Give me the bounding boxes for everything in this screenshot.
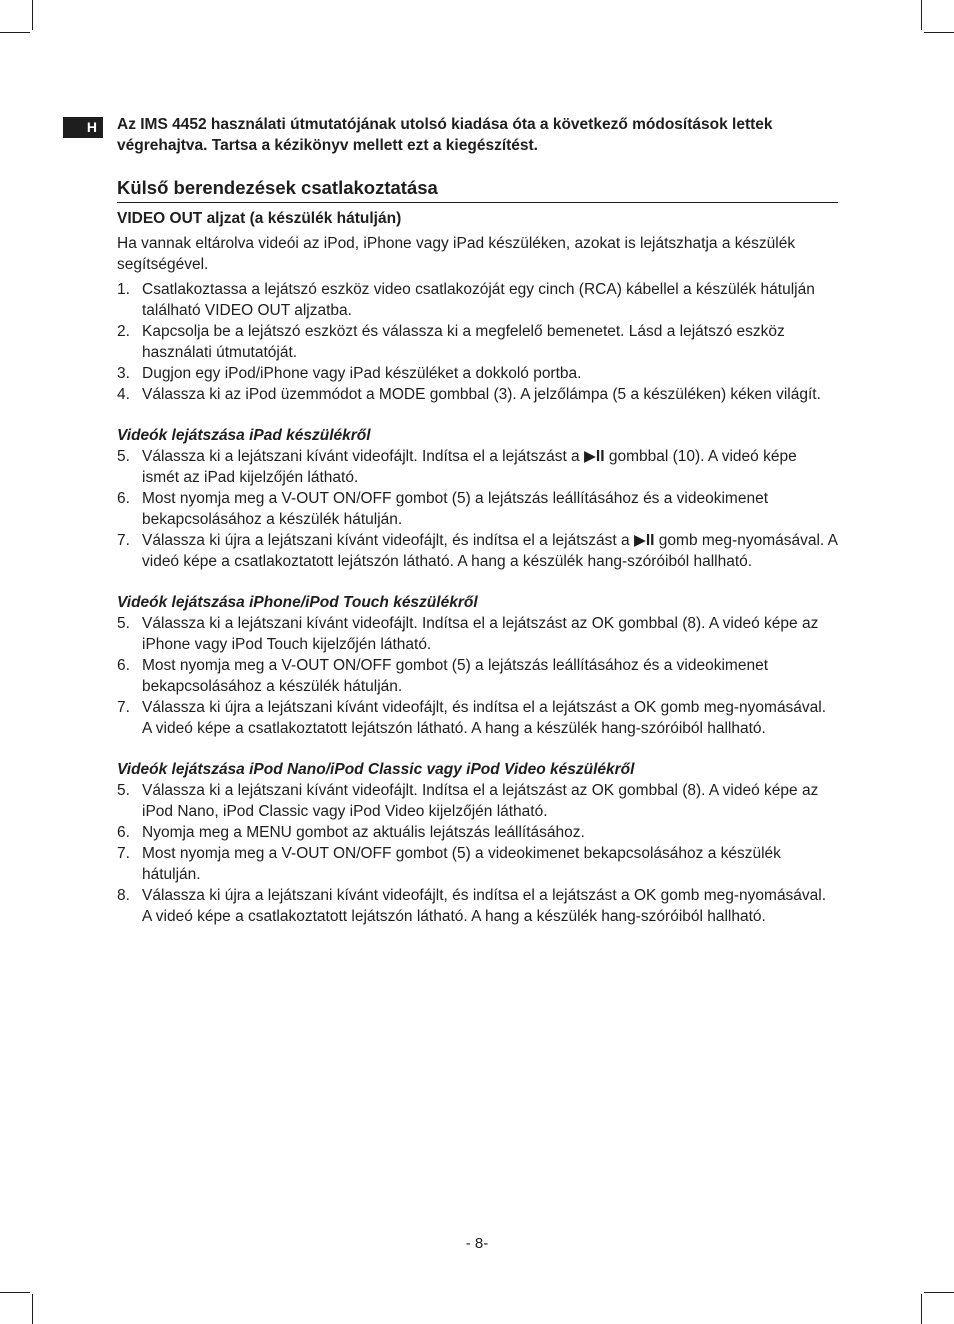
page-content — [117, 114, 838, 927]
iphone-section — [117, 592, 838, 739]
section-title: Külső berendezések csatlakoztatása — [117, 176, 838, 203]
crop-mark — [0, 32, 30, 33]
crop-mark — [924, 1292, 954, 1293]
ipad-steps — [117, 446, 838, 572]
page-number: - 8- — [465, 1235, 489, 1252]
nano-section — [117, 759, 838, 927]
list-item: 1. Csatlakoztassa a lejátszó eszköz video csatlakozóját egy cinch (RCA) kábellel a készülék hátulján található VIDEO OUT aljzatba. — [117, 281, 815, 319]
language-tab: H — [63, 117, 103, 138]
subsection-title: VIDEO OUT aljzat (a készülék hátulján) — [117, 210, 402, 227]
list-item: 6. Most nyomja meg a V-OUT ON/OFF gombot (5) a lejátszás leállításához és a videokimenet bekapcsolásához a készülék hátulján. — [117, 490, 768, 528]
crop-mark — [921, 0, 922, 30]
setup-steps — [117, 279, 838, 405]
iphone-section-title: Videók lejátszása iPhone/iPod Touch készülékről — [117, 594, 478, 611]
ipad-section — [117, 425, 838, 572]
iphone-steps — [117, 613, 838, 739]
nano-section-title: Videók lejátszása iPod Nano/iPod Classic vagy iPod Video készülékről — [117, 761, 635, 778]
intro-paragraph: Ha vannak eltárolva videói az iPod, iPhone vagy iPad készüléken, azokat is lejátszhatja a készülék segítségével. — [117, 235, 796, 273]
nano-steps — [117, 780, 838, 927]
intro-note: Az IMS 4452 használati útmutatójának utolsó kiadása óta a következő módosítások lettek végrehajtva. Tartsa a kézikönyv mellett ezt a kiegészítést. — [117, 116, 773, 154]
crop-mark — [924, 32, 954, 33]
list-item: 2. Kapcsolja be a lejátszó eszközt és válassza ki a megfelelő bemenetet. Lásd a lejátszó eszköz használati útmutatóját. — [117, 323, 785, 361]
list-item: 4. Válassza ki az iPod üzemmódot a MODE gombbal (3). A jelzőlámpa (5 a készüléken) kéken világít. — [117, 386, 821, 403]
list-item: 7. Válassza ki újra a lejátszani kívánt videofájlt, és indítsa el a lejátszást a ▶II gomb meg-nyomásával. A videó képe a csatlakoztatott lejátszón látható. A hang a készülék hang-szóróiból hallható. — [117, 532, 838, 570]
list-item: 6. Most nyomja meg a V-OUT ON/OFF gombot (5) a lejátszás leállításához és a videokimenet bekapcsolásához a készülék hátulján. — [117, 657, 768, 695]
list-item: 7. Most nyomja meg a V-OUT ON/OFF gombot (5) a videokimenet bekapcsolásához a készülék hátulján. — [117, 845, 781, 883]
list-item: 5. Válassza ki a lejátszani kívánt videofájlt. Indítsa el a lejátszást az OK gombbal (8). A videó képe az iPhone vagy iPod Touch kijelzőjén látható. — [117, 615, 819, 653]
crop-mark — [32, 1294, 33, 1324]
play-pause-icon: ▶II — [583, 448, 605, 465]
crop-mark — [0, 1292, 30, 1293]
list-item: 8. Válassza ki újra a lejátszani kívánt videofájlt, és indítsa el a lejátszást a OK gomb meg-nyomásával. A videó képe a csatlakoztatott lejátszón látható. A hang a készülék hang-szóróiból hallható. — [117, 887, 827, 925]
crop-mark — [32, 0, 33, 30]
crop-mark — [921, 1294, 922, 1324]
list-item: 5. Válassza ki a lejátszani kívánt videofájlt. Indítsa el a lejátszást az OK gombbal (8). A videó képe az iPod Nano, iPod Classic vagy iPod Video kijelzőjén látható. — [117, 782, 819, 820]
list-item: 5. Válassza ki a lejátszani kívánt videofájlt. Indítsa el a lejátszást a ▶II gombbal (10). A videó képe ismét az iPad kijelzőjén látható. — [117, 448, 797, 486]
list-item: 3. Dugjon egy iPod/iPhone vagy iPad készüléket a dokkoló portba. — [117, 365, 582, 382]
play-pause-icon: ▶II — [633, 532, 655, 549]
list-item: 6. Nyomja meg a MENU gombot az aktuális lejátszás leállításához. — [117, 824, 585, 841]
list-item: 7. Válassza ki újra a lejátszani kívánt videofájlt, és indítsa el a lejátszást a OK gomb meg-nyomásával. A videó képe a csatlakoztatott lejátszón látható. A hang a készülék hang-szóróiból hallható. — [117, 699, 827, 737]
ipad-section-title: Videók lejátszása iPad készülékről — [117, 427, 371, 444]
